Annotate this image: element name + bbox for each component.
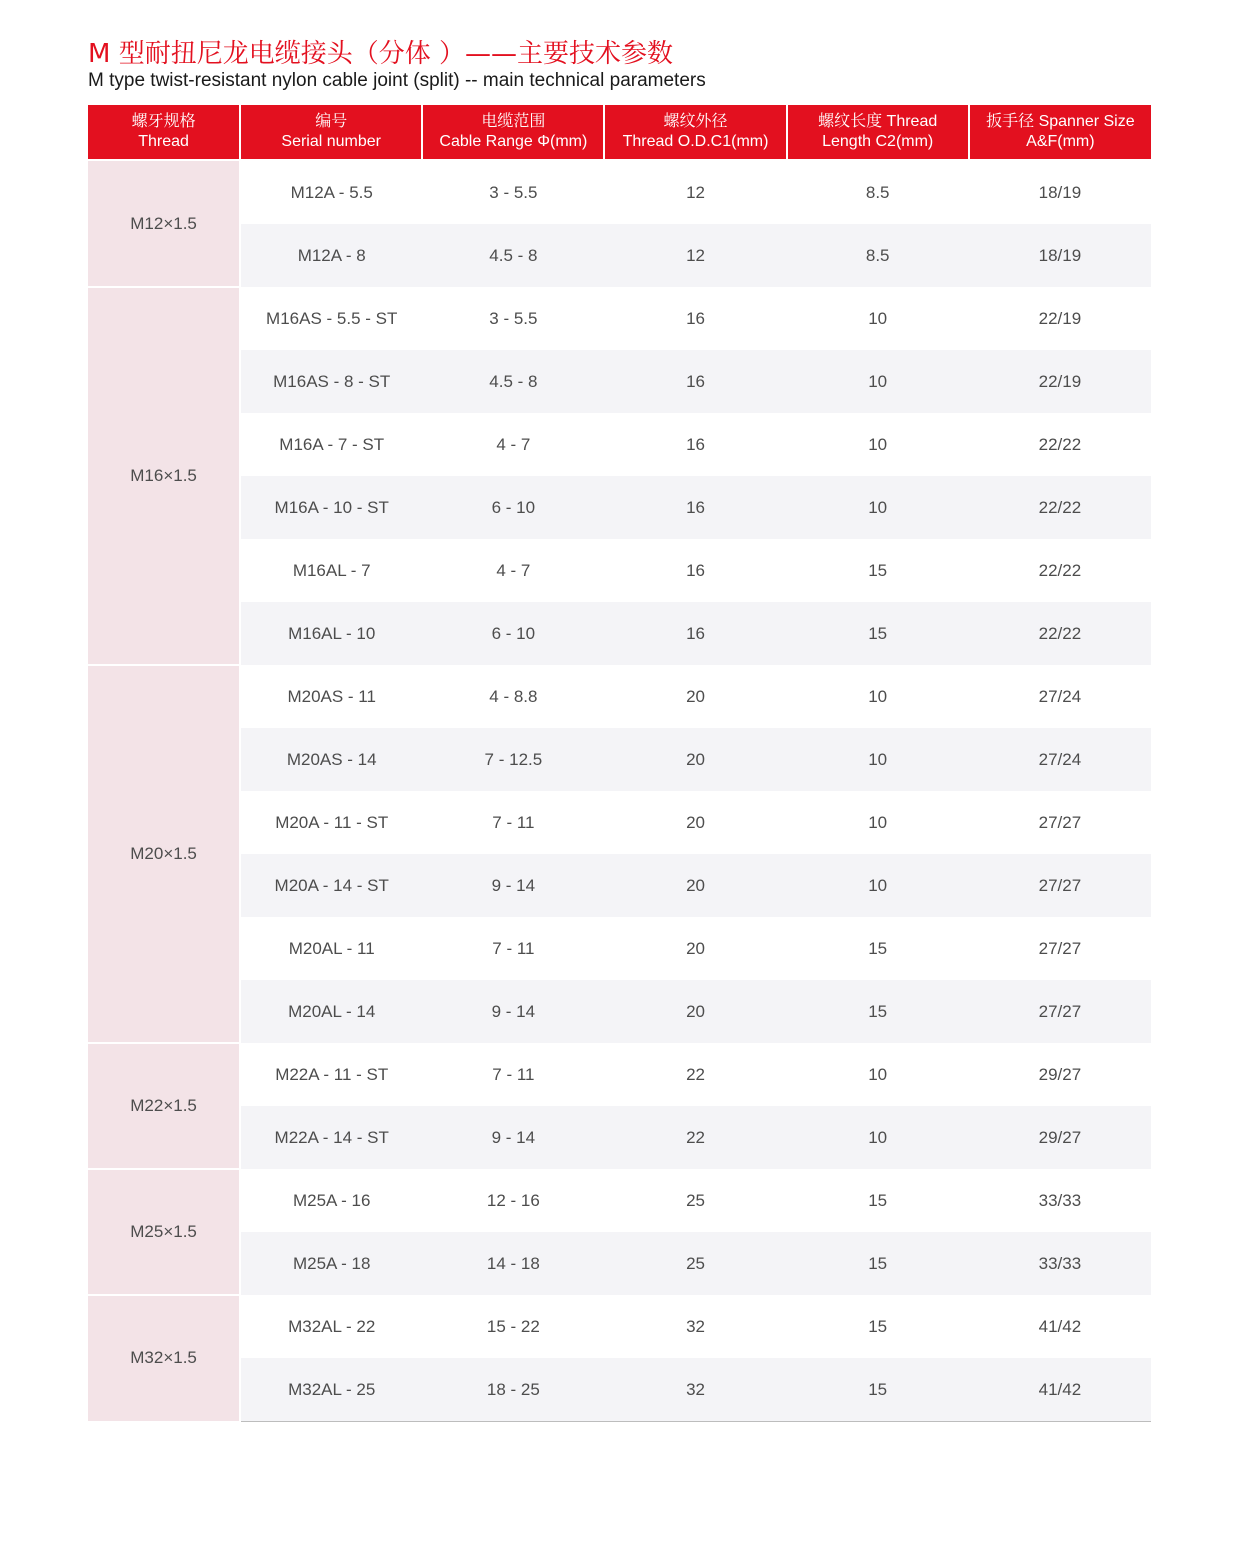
cell-cable-range: 12 - 16	[422, 1169, 604, 1232]
page-title: M 型耐扭尼龙电缆接头（分体 ）——主要技术参数	[88, 39, 673, 69]
header-cable-range: 电缆范围 Cable Range Φ(mm)	[422, 105, 604, 160]
table-header	[88, 105, 1151, 160]
cell-cable-range: 18 - 25	[422, 1358, 604, 1422]
cell-serial-number: M20AS - 11	[240, 665, 422, 728]
cell-cable-range: 9 - 14	[422, 854, 604, 917]
cell-spanner-size: 29/27	[969, 1106, 1151, 1169]
cell-cable-range: 9 - 14	[422, 980, 604, 1043]
cell-thread-od: 20	[604, 854, 786, 917]
cell-spanner-size: 22/19	[969, 287, 1151, 350]
table-row	[88, 980, 1151, 1043]
cell-thread-length: 15	[787, 602, 969, 665]
table-body	[88, 160, 1151, 1422]
cell-serial-number: M16AL - 7	[240, 539, 422, 602]
cell-spanner-size: 41/42	[969, 1358, 1151, 1422]
cell-spanner-size: 27/27	[969, 917, 1151, 980]
cell-spanner-size: 18/19	[969, 160, 1151, 224]
table-row	[88, 287, 1151, 350]
table-row	[88, 1169, 1151, 1232]
cell-thread-length: 15	[787, 1169, 969, 1232]
cell-thread-length: 15	[787, 1232, 969, 1295]
cell-serial-number: M25A - 16	[240, 1169, 422, 1232]
cell-spanner-size: 29/27	[969, 1043, 1151, 1106]
cell-thread-od: 20	[604, 728, 786, 791]
cell-thread-od: 16	[604, 350, 786, 413]
cell-thread-length: 10	[787, 854, 969, 917]
cell-serial-number: M20A - 11 - ST	[240, 791, 422, 854]
header-thread-od: 螺纹外径 Thread O.D.C1(mm)	[604, 105, 786, 160]
cell-thread-length: 15	[787, 1295, 969, 1358]
cell-thread-od: 25	[604, 1169, 786, 1232]
cell-cable-range: 4 - 7	[422, 413, 604, 476]
page-subtitle: M type twist-resistant nylon cable joint (split) -- main technical parameters	[88, 70, 706, 91]
cell-serial-number: M25A - 18	[240, 1232, 422, 1295]
cell-serial-number: M20A - 14 - ST	[240, 854, 422, 917]
cell-spanner-size: 22/22	[969, 413, 1151, 476]
cell-cable-range: 4.5 - 8	[422, 350, 604, 413]
cell-spanner-size: 27/27	[969, 854, 1151, 917]
table-row	[88, 1232, 1151, 1295]
cell-thread: M20×1.5	[88, 665, 240, 1043]
cell-serial-number: M16AS - 8 - ST	[240, 350, 422, 413]
cell-spanner-size: 18/19	[969, 224, 1151, 287]
header-serial-number: 编号 Serial number	[240, 105, 422, 160]
cell-spanner-size: 27/24	[969, 728, 1151, 791]
cell-serial-number: M20AL - 11	[240, 917, 422, 980]
cell-serial-number: M12A - 8	[240, 224, 422, 287]
cell-thread-od: 12	[604, 160, 786, 224]
cell-serial-number: M22A - 14 - ST	[240, 1106, 422, 1169]
cell-thread-length: 15	[787, 539, 969, 602]
cell-spanner-size: 22/22	[969, 476, 1151, 539]
header-spanner-size: 扳手径 Spanner Size A&F(mm)	[969, 105, 1151, 160]
cell-spanner-size: 33/33	[969, 1169, 1151, 1232]
cell-cable-range: 15 - 22	[422, 1295, 604, 1358]
cell-spanner-size: 33/33	[969, 1232, 1151, 1295]
cell-thread-length: 10	[787, 728, 969, 791]
cell-spanner-size: 22/19	[969, 350, 1151, 413]
cell-spanner-size: 22/22	[969, 602, 1151, 665]
cell-thread-length: 10	[787, 1043, 969, 1106]
cell-cable-range: 3 - 5.5	[422, 287, 604, 350]
table-row	[88, 539, 1151, 602]
table-row	[88, 224, 1151, 287]
cell-cable-range: 6 - 10	[422, 476, 604, 539]
cell-thread-od: 22	[604, 1043, 786, 1106]
cell-thread-length: 8.5	[787, 224, 969, 287]
table-row	[88, 1106, 1151, 1169]
table-row	[88, 1358, 1151, 1422]
cell-thread-length: 10	[787, 287, 969, 350]
cell-cable-range: 7 - 11	[422, 1043, 604, 1106]
cell-thread-od: 20	[604, 917, 786, 980]
cell-thread-od: 16	[604, 602, 786, 665]
cell-cable-range: 7 - 11	[422, 917, 604, 980]
table-row	[88, 602, 1151, 665]
cell-spanner-size: 41/42	[969, 1295, 1151, 1358]
table-row	[88, 476, 1151, 539]
cell-thread-length: 10	[787, 350, 969, 413]
table-row	[88, 350, 1151, 413]
cell-thread: M25×1.5	[88, 1169, 240, 1295]
header-row	[88, 105, 1151, 160]
table-row	[88, 728, 1151, 791]
cell-serial-number: M20AL - 14	[240, 980, 422, 1043]
cell-spanner-size: 27/27	[969, 791, 1151, 854]
cell-thread-od: 20	[604, 665, 786, 728]
cell-thread-od: 32	[604, 1295, 786, 1358]
cell-thread-od: 16	[604, 539, 786, 602]
cell-cable-range: 4 - 8.8	[422, 665, 604, 728]
cell-thread-length: 15	[787, 1358, 969, 1422]
cell-serial-number: M12A - 5.5	[240, 160, 422, 224]
cell-thread-od: 16	[604, 413, 786, 476]
cell-cable-range: 7 - 12.5	[422, 728, 604, 791]
table-row	[88, 1295, 1151, 1358]
cell-thread-od: 32	[604, 1358, 786, 1422]
cell-cable-range: 6 - 10	[422, 602, 604, 665]
cell-thread-length: 15	[787, 917, 969, 980]
cell-thread-od: 20	[604, 980, 786, 1043]
cell-cable-range: 4.5 - 8	[422, 224, 604, 287]
cell-thread-od: 25	[604, 1232, 786, 1295]
table-row	[88, 1043, 1151, 1106]
cell-spanner-size: 27/24	[969, 665, 1151, 728]
table-row	[88, 665, 1151, 728]
header-thread-length: 螺纹长度 Thread Length C2(mm)	[787, 105, 969, 160]
table-row	[88, 791, 1151, 854]
spec-table	[88, 105, 1151, 1423]
cell-spanner-size: 27/27	[969, 980, 1151, 1043]
cell-thread-od: 12	[604, 224, 786, 287]
cell-thread-length: 10	[787, 413, 969, 476]
header-thread: 螺牙规格 Thread	[88, 105, 240, 160]
cell-thread-od: 16	[604, 287, 786, 350]
cell-serial-number: M22A - 11 - ST	[240, 1043, 422, 1106]
cell-thread-length: 10	[787, 791, 969, 854]
table-row	[88, 917, 1151, 980]
cell-cable-range: 14 - 18	[422, 1232, 604, 1295]
cell-cable-range: 9 - 14	[422, 1106, 604, 1169]
cell-serial-number: M16A - 7 - ST	[240, 413, 422, 476]
cell-serial-number: M32AL - 22	[240, 1295, 422, 1358]
table-row	[88, 854, 1151, 917]
cell-serial-number: M16A - 10 - ST	[240, 476, 422, 539]
cell-thread: M12×1.5	[88, 160, 240, 287]
cell-cable-range: 7 - 11	[422, 791, 604, 854]
cell-thread-od: 16	[604, 476, 786, 539]
table-row	[88, 160, 1151, 224]
cell-serial-number: M16AL - 10	[240, 602, 422, 665]
cell-serial-number: M16AS - 5.5 - ST	[240, 287, 422, 350]
cell-thread: M22×1.5	[88, 1043, 240, 1169]
cell-thread-length: 10	[787, 665, 969, 728]
cell-thread-od: 20	[604, 791, 786, 854]
table-row	[88, 413, 1151, 476]
cell-thread: M32×1.5	[88, 1295, 240, 1422]
cell-serial-number: M20AS - 14	[240, 728, 422, 791]
cell-cable-range: 4 - 7	[422, 539, 604, 602]
cell-thread-od: 22	[604, 1106, 786, 1169]
cell-thread: M16×1.5	[88, 287, 240, 665]
cell-thread-length: 10	[787, 476, 969, 539]
cell-thread-length: 8.5	[787, 160, 969, 224]
cell-thread-length: 10	[787, 1106, 969, 1169]
cell-serial-number: M32AL - 25	[240, 1358, 422, 1422]
cell-cable-range: 3 - 5.5	[422, 160, 604, 224]
cell-spanner-size: 22/22	[969, 539, 1151, 602]
cell-thread-length: 15	[787, 980, 969, 1043]
